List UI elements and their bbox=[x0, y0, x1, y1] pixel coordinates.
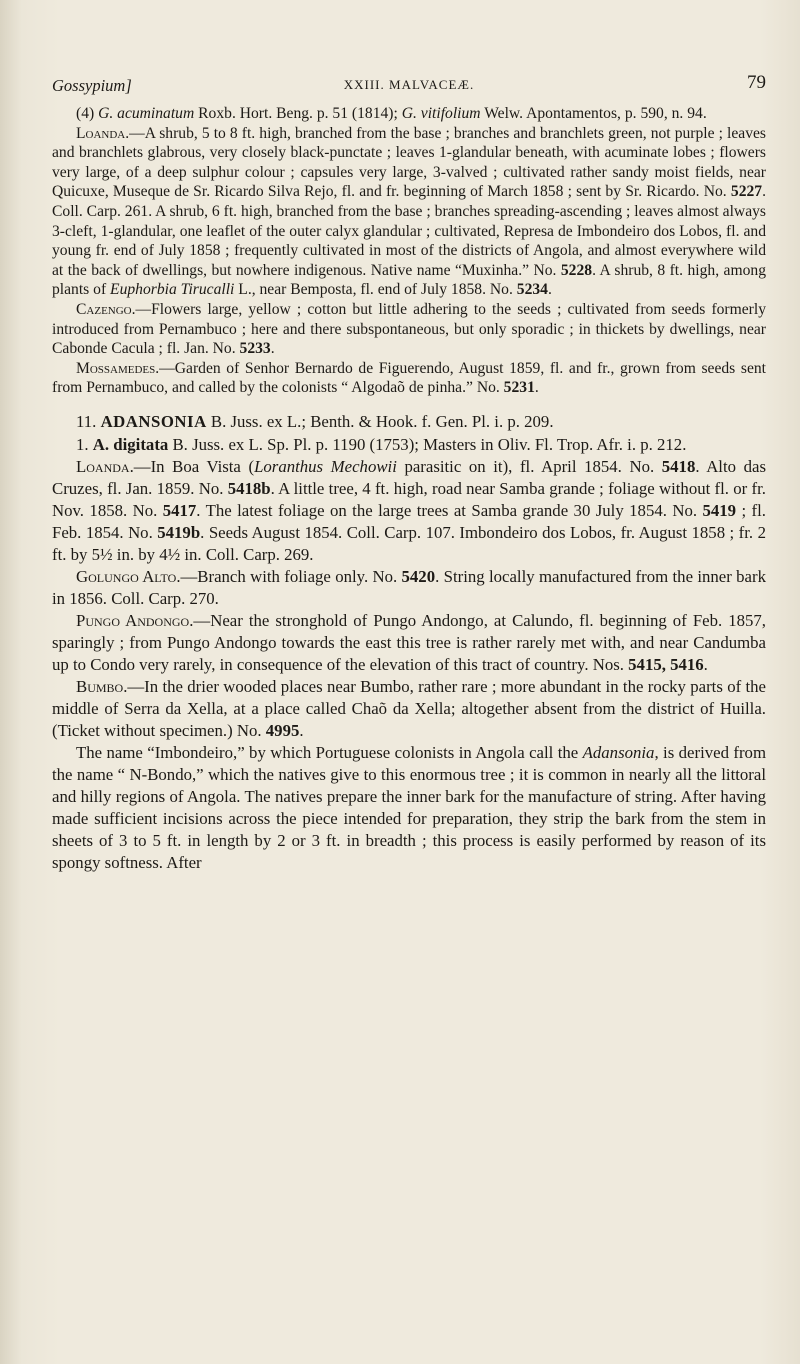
species-name: G. acuminatum bbox=[98, 105, 195, 122]
specimen-number: 5418 bbox=[661, 456, 696, 476]
running-head-center: XXIII. MALVACEÆ. bbox=[343, 77, 475, 92]
species-name: A. digitata bbox=[92, 434, 169, 454]
locality-name: Cazengo bbox=[76, 300, 132, 318]
locality-mossamedes: Mossamedes.—Garden of Senhor Bernardo de Figuerendo, August 1859, fl. and fr., grown from seeds sent from Pernambuco, and called by the colonists “ Algodaõ de pinha.” No. 5231. bbox=[52, 359, 766, 397]
specimen-number: 5417 bbox=[162, 500, 197, 520]
running-header bbox=[52, 72, 766, 100]
locality-name: Mossamedes bbox=[76, 359, 156, 377]
locality-name: Loanda bbox=[76, 456, 130, 476]
locality-loanda-adansonia: Loanda.—In Boa Vista (Loranthus Mechowii parasitic on it), fl. April 1854. No. 5418. Alto das Cruzes, fl. Jan. 1859. No. 5418b. A little tree, 4 ft. high, road near Samba grande ; foliage without fl. or fr. Nov. 1858. No. 5417. The latest foliage on the large trees at Samba grande 30 July 1854. No. 5419 ; fl. Feb. 1854. No. 5419b. Seeds August 1854. Coll. Carp. 107. Imbondeiro dos Lobos, fr. August 1858 ; fr. 2 ft. by 5½ in. by 4½ in. Coll. Carp. 269. bbox=[52, 456, 766, 564]
specimen-number: 5415, 5416 bbox=[628, 654, 704, 674]
specimen-number: 5420 bbox=[401, 566, 436, 586]
specimen-number: 5233 bbox=[239, 340, 271, 358]
locality-cazengo: Cazengo.—Flowers large, yellow ; cotton but little adhering to the seeds ; cultivated from seeds formerly introduced from Pernambuco ; here and there subspontaneous, but only sporadic ; in thickets by dwellings, near Cabonde Cacula ; fl. Jan. No. 5233. bbox=[52, 300, 766, 358]
locality-name: Golungo Alto bbox=[76, 566, 177, 586]
locality-loanda: Loanda.—A shrub, 5 to 8 ft. high, branched from the base ; branches and branchlets green, not purple ; leaves and branchlets glabrous, very closely black-punctate ; leaves 1-glandular beneath, with acuminate lobes ; flowers very large, of a deep sulphur colour ; capsules very large, 3-valved ; cultivated rather sandy moist fields, near Quicuxe, Museque de Sr. Ricardo Silva Rejo, fl. and fr. beginning of March 1858 ; sent by Sr. Ricardo. No. 5227. Coll. Carp. 261. A shrub, 6 ft. high, branched from the base ; branches spreading-ascending ; leaves almost always 3-cleft, 1-glandular, one leaflet of the outer calyx glandular ; cultivated, Represa de Imbondeiro dos Lobos, fl. and young fr. end of July 1858 ; frequently cultivated in most of the districts of Angola, and almost everywhere wild at the back of dwellings, but nowhere indigenous. Native name “Muxinha.” No. 5228. A shrub, 8 ft. high, among plants of Euphorbia Tirucalli L., near Bemposta, fl. end of July 1858. No. 5234. bbox=[52, 124, 766, 299]
specimen-number: 5419b bbox=[157, 522, 201, 542]
locality-name: Pungo Andongo bbox=[76, 610, 190, 630]
genus-heading: 11. ADANSONIA B. Juss. ex L.; Benth. & Hook. f. Gen. Pl. i. p. 209. bbox=[76, 411, 554, 431]
page-number: 79 bbox=[747, 72, 766, 93]
specimen-number: 5228 bbox=[560, 261, 593, 279]
specimen-number: 5418b bbox=[227, 478, 271, 498]
specimen-number: 5231 bbox=[503, 379, 535, 397]
imbondeiro-note: The name “Imbondeiro,” by which Portuguese colonists in Angola call the Adansonia, is derived from the name “ N-Bondo,” which the natives give to this enormous tree ; it is common in nearly all the littoral and hilly regions of Angola. The natives prepare the inner bark for the manufacture of string. After having made sufficient incisions across the piece intended for preparation, they strip the bark from the stem in sheets of 3 to 5 ft. in length by 2 or 3 ft. in breadth ; this process is easily performed by reason of its spongy softness. After bbox=[52, 742, 767, 872]
locality-golungo-alto: Golungo Alto.—Branch with foliage only. No. 5420. String locally manufactured from the inner bark in 1856. Coll. Carp. 270. bbox=[52, 566, 766, 608]
specimen-number: 5227 bbox=[730, 183, 763, 201]
specimen-number: 4995 bbox=[265, 720, 300, 740]
synonym-name: G. vitifolium bbox=[401, 105, 481, 122]
species-4-entry: (4) G. acuminatum Roxb. Hort. Beng. p. 51 (1814); G. vitifolium Welw. Apontamentos, p. 590, n. 94. bbox=[76, 105, 707, 122]
species-heading: 1. A. digitata B. Juss. ex L. Sp. Pl. p. 1190 (1753); Masters in Oliv. Fl. Trop. Afr. i. p. 212. bbox=[76, 434, 687, 454]
specimen-number: 5419 bbox=[702, 500, 737, 520]
locality-name: Loanda bbox=[76, 124, 126, 142]
genus-name: ADANSONIA bbox=[100, 411, 207, 431]
locality-pungo-andongo: Pungo Andongo.—Near the stronghold of Pungo Andongo, at Calundo, fl. beginning of Feb. 1857, sparingly ; from Pungo Andongo towards the east this tree is rather rarely met with, and near Candumba up to Condo very rarely, in consequence of the elevation of this tract of country. Nos. 5415, 5416. bbox=[52, 610, 766, 674]
locality-name: Bumbo bbox=[76, 676, 124, 696]
page-body bbox=[52, 104, 766, 874]
locality-bumbo: Bumbo.—In the drier wooded places near Bumbo, rather rare ; more abundant in the rocky parts of the middle of Serra da Xella, at a place called Chaõ da Xella; altogether absent from the district of Huilla. (Ticket without specimen.) No. 4995. bbox=[52, 676, 766, 740]
specimen-number: 5234 bbox=[516, 281, 548, 299]
running-head-left: Gossypium] bbox=[52, 76, 132, 95]
